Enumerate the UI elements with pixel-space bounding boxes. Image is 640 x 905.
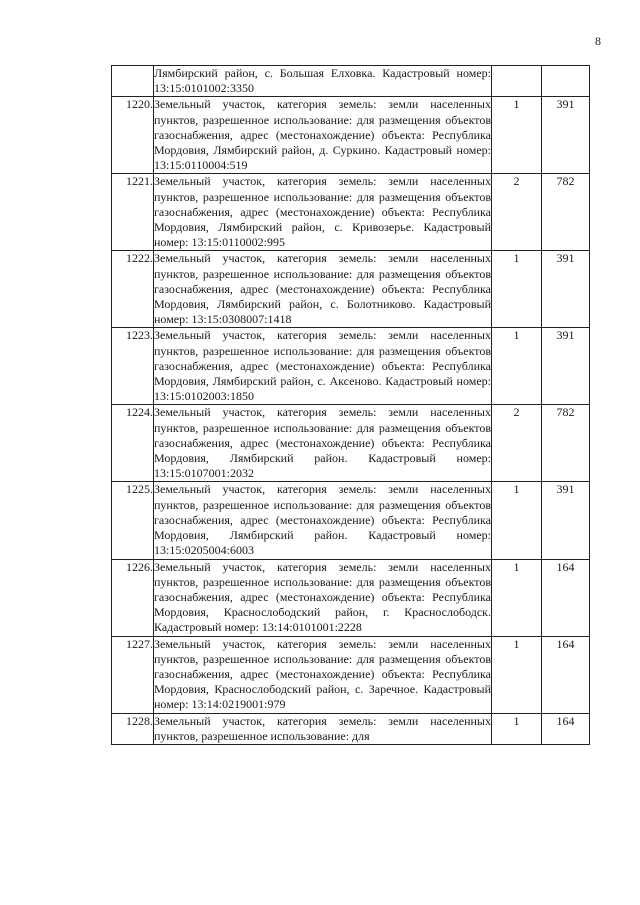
row-description: Земельный участок, категория земель: земли населенных пунктов, разрешенное использование: для размещения объектов газоснабжения, адрес (местонахождение) объекта: Республика Мордовия, Лямбирский район. Кадастровый номер: 13:15:0107001:2032 bbox=[154, 405, 491, 481]
row-quantity: 1 bbox=[492, 482, 542, 559]
row-amount: 782 bbox=[542, 405, 590, 482]
row-number: 1223. bbox=[112, 328, 154, 405]
row-number: 1224. bbox=[112, 405, 154, 482]
row-amount bbox=[542, 66, 590, 97]
row-quantity bbox=[492, 66, 542, 97]
row-number: 1222. bbox=[112, 251, 154, 328]
row-amount: 164 bbox=[542, 713, 590, 744]
row-number bbox=[112, 66, 154, 97]
table-row bbox=[112, 482, 590, 559]
land-plot-table bbox=[111, 65, 590, 745]
row-description: Земельный участок, категория земель: земли населенных пунктов, разрешенное использование: для размещения объектов газоснабжения, адрес (местонахождение) объекта: Республика Мордовия, Краснослободский район, г. Краснослободск. Кадастровый номер: 13:14:0101001:2228 bbox=[154, 559, 491, 635]
row-amount: 782 bbox=[542, 174, 590, 251]
row-description: Земельный участок, категория земель: земли населенных пунктов, разрешенное использование: для bbox=[154, 713, 491, 743]
row-quantity: 1 bbox=[492, 636, 542, 713]
row-amount: 391 bbox=[542, 251, 590, 328]
table-row bbox=[112, 251, 590, 328]
table-row bbox=[112, 559, 590, 636]
row-number: 1228. bbox=[112, 713, 154, 744]
row-number: 1227. bbox=[112, 636, 154, 713]
table-row bbox=[112, 636, 590, 713]
table-body bbox=[112, 66, 590, 745]
table-row-continuation bbox=[112, 66, 590, 97]
row-number: 1226. bbox=[112, 559, 154, 636]
row-description: Лямбирский район, с. Большая Елховка. Кадастровый номер: 13:15:0101002:3350 bbox=[154, 66, 491, 96]
row-quantity: 1 bbox=[492, 713, 542, 744]
row-description: Земельный участок, категория земель: земли населенных пунктов, разрешенное использование: для размещения объектов газоснабжения, адрес (местонахождение) объекта: Республика Мордовия, Краснослободский район, с. Заречное. Кадастровый номер: 13:14:0219001:979 bbox=[154, 636, 491, 712]
row-number: 1225. bbox=[112, 482, 154, 559]
row-amount: 391 bbox=[542, 482, 590, 559]
row-quantity: 1 bbox=[492, 328, 542, 405]
row-amount: 164 bbox=[542, 636, 590, 713]
row-amount: 164 bbox=[542, 559, 590, 636]
row-amount: 391 bbox=[542, 328, 590, 405]
row-description: Земельный участок, категория земель: земли населенных пунктов, разрешенное использование: для размещения объектов газоснабжения, адрес (местонахождение) объекта: Республика Мордовия, Лямбирский район, с. Кривозерье. Кадастровый номер: 13:15:0110002:995 bbox=[154, 174, 491, 250]
table-row bbox=[112, 405, 590, 482]
row-description: Земельный участок, категория земель: земли населенных пунктов, разрешенное использование: для размещения объектов газоснабжения, адрес (местонахождение) объекта: Республика Мордовия, Лямбирский район. Кадастровый номер: 13:15:0205004:6003 bbox=[154, 482, 491, 558]
row-number: 1221. bbox=[112, 174, 154, 251]
row-description: Земельный участок, категория земель: земли населенных пунктов, разрешенное использование: для размещения объектов газоснабжения, адрес (местонахождение) объекта: Республика Мордовия, Лямбирский район, с. Болотниково. Кадастровый номер: 13:15:0308007:1418 bbox=[154, 251, 491, 327]
row-amount: 391 bbox=[542, 97, 590, 174]
page-number: 8 bbox=[595, 34, 601, 48]
table-row bbox=[112, 97, 590, 174]
row-description: Земельный участок, категория земель: земли населенных пунктов, разрешенное использование: для размещения объектов газоснабжения, адрес (местонахождение) объекта: Республика Мордовия, Лямбирский район, д. Суркино. Кадастровый номер: 13:15:0110004:519 bbox=[154, 97, 491, 173]
row-quantity: 1 bbox=[492, 251, 542, 328]
row-quantity: 1 bbox=[492, 559, 542, 636]
row-quantity: 2 bbox=[492, 405, 542, 482]
row-number: 1220. bbox=[112, 97, 154, 174]
table-row bbox=[112, 174, 590, 251]
row-quantity: 2 bbox=[492, 174, 542, 251]
table-row bbox=[112, 328, 590, 405]
table-row bbox=[112, 713, 590, 744]
row-quantity: 1 bbox=[492, 97, 542, 174]
row-description: Земельный участок, категория земель: земли населенных пунктов, разрешенное использование: для размещения объектов газоснабжения, адрес (местонахождение) объекта: Республика Мордовия, Лямбирский район, с. Аксеново. Кадастровый номер: 13:15:0102003:1850 bbox=[154, 328, 491, 404]
